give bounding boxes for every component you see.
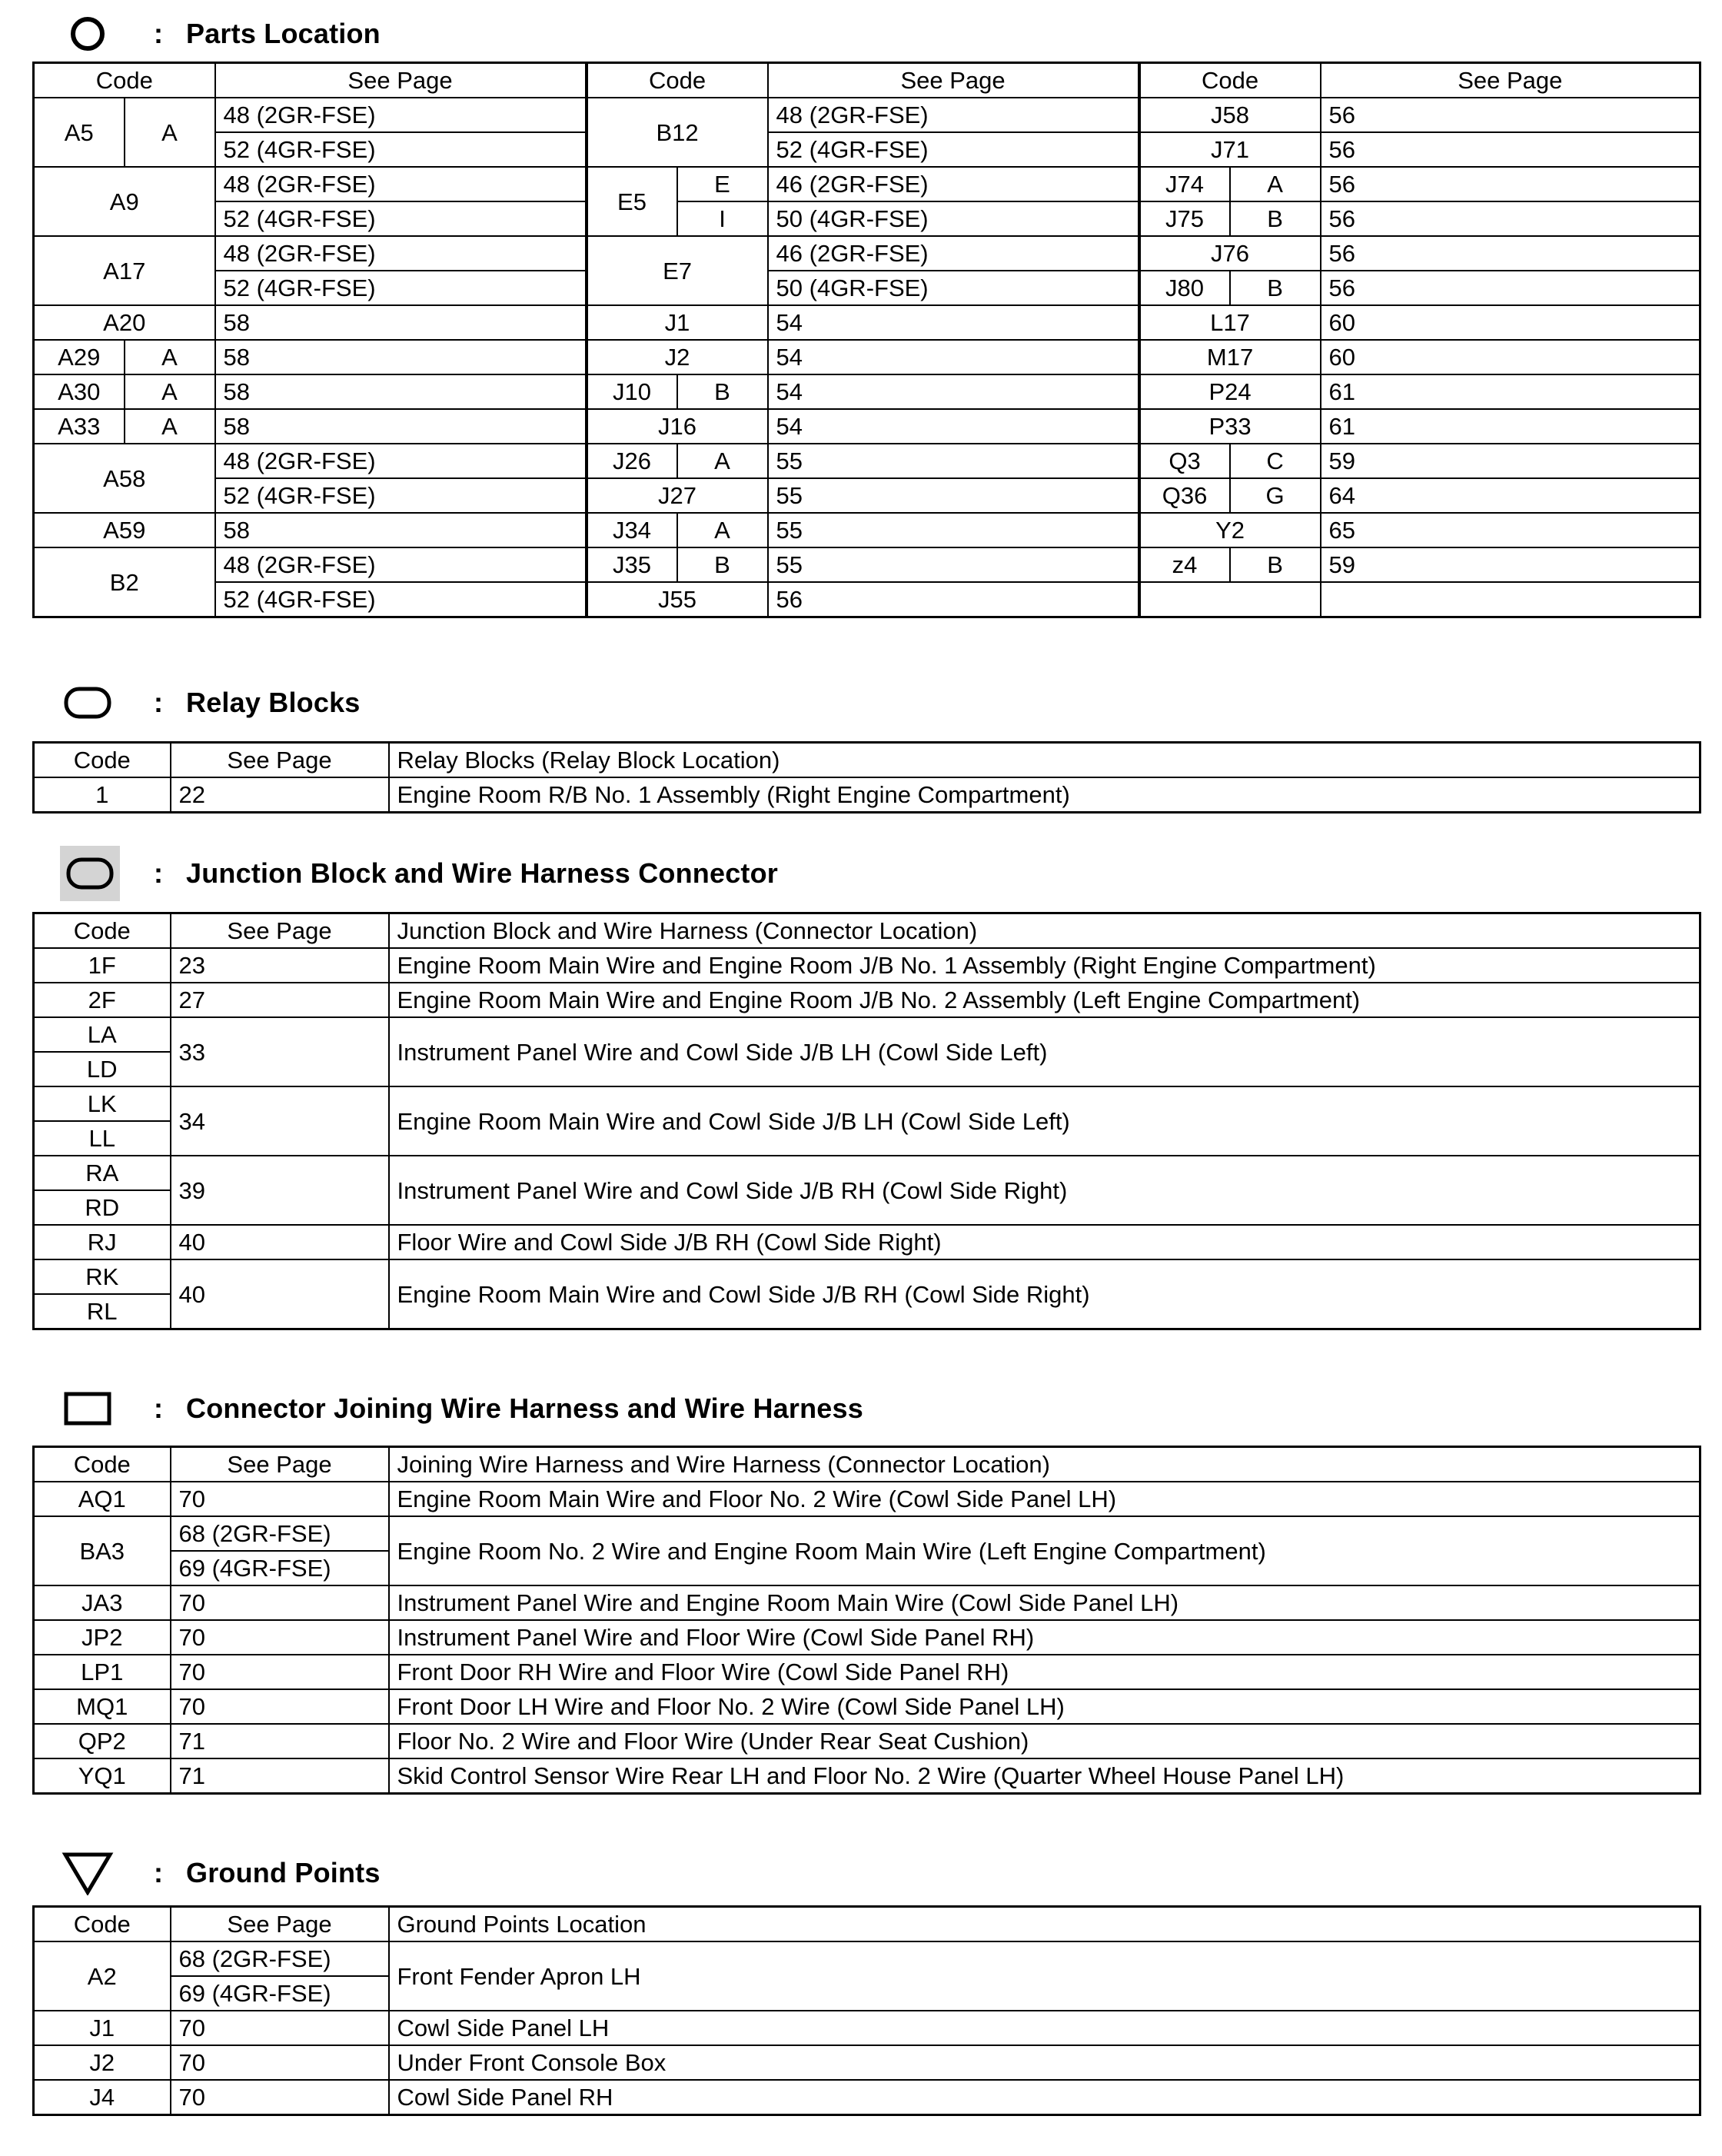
- code-cell: A2: [34, 1941, 171, 2011]
- code-cell: B12: [587, 98, 768, 167]
- page-cell: 56: [768, 582, 1139, 617]
- code-cell: RJ: [34, 1225, 171, 1259]
- header-row: [34, 1447, 1700, 1482]
- code-cell: J2: [587, 340, 768, 374]
- code-cell: J16: [587, 409, 768, 444]
- description-cell: Front Door LH Wire and Floor No. 2 Wire (Cowl Side Panel LH): [389, 1689, 1700, 1724]
- code-cell: LD: [34, 1052, 171, 1086]
- code-cell: J4: [34, 2080, 171, 2115]
- page-cell: 70: [171, 2011, 389, 2045]
- page-cell: 40: [171, 1225, 389, 1259]
- see-page-header: See Page: [215, 63, 587, 98]
- heading-colon: :: [154, 18, 163, 49]
- page-cell: 52 (4GR-FSE): [215, 201, 587, 236]
- code-cell: 1: [34, 777, 171, 813]
- code-cell: A9: [34, 167, 215, 236]
- page-cell: 56: [1321, 167, 1700, 201]
- description-cell: Engine Room Main Wire and Cowl Side J/B RH (Cowl Side Right): [389, 1259, 1700, 1329]
- table-row: [34, 444, 1700, 478]
- rectangle-icon: [60, 1386, 115, 1432]
- page-cell: 58: [215, 340, 587, 374]
- heading-colon: :: [154, 1392, 163, 1424]
- table-row: [34, 582, 1700, 617]
- heading-colon: :: [154, 687, 163, 718]
- page-cell: 52 (4GR-FSE): [215, 582, 587, 617]
- page-cell: 48 (2GR-FSE): [215, 98, 587, 132]
- code-header: Code: [34, 63, 215, 98]
- code-cell: LK: [34, 1086, 171, 1121]
- sub-code-cell: B: [1230, 271, 1321, 305]
- parts-location-heading: [60, 11, 381, 57]
- page-cell: 59: [1321, 547, 1700, 582]
- page-cell: 39: [171, 1156, 389, 1225]
- table-row: [34, 1655, 1700, 1689]
- code-cell: J75: [1139, 201, 1230, 236]
- table-row: [34, 1482, 1700, 1516]
- table-row: [34, 1017, 1700, 1052]
- code-cell: L17: [1139, 305, 1321, 340]
- page-cell: 54: [768, 409, 1139, 444]
- relay-blocks-table: [32, 741, 1701, 813]
- table-row: [34, 1758, 1700, 1794]
- code-cell: P33: [1139, 409, 1321, 444]
- table-row: [34, 201, 1700, 236]
- page-cell: 55: [768, 444, 1139, 478]
- header-row: [34, 913, 1700, 949]
- code-cell: J76: [1139, 236, 1321, 271]
- table-row: [34, 374, 1700, 409]
- page-cell: 52 (4GR-FSE): [215, 271, 587, 305]
- ground-points-table: [32, 1905, 1701, 2116]
- code-cell: RA: [34, 1156, 171, 1190]
- description-cell: Instrument Panel Wire and Cowl Side J/B LH (Cowl Side Left): [389, 1017, 1700, 1086]
- page-cell: 70: [171, 2080, 389, 2115]
- code-cell: QP2: [34, 1724, 171, 1758]
- code-cell: AQ1: [34, 1482, 171, 1516]
- code-cell: A17: [34, 236, 215, 305]
- code-cell: A59: [34, 513, 215, 547]
- junction-block-table: [32, 912, 1701, 1330]
- description-cell: Instrument Panel Wire and Engine Room Main Wire (Cowl Side Panel LH): [389, 1585, 1700, 1620]
- code-cell: YQ1: [34, 1758, 171, 1794]
- heading-colon: :: [154, 1857, 163, 1888]
- page-cell: 23: [171, 948, 389, 983]
- code-cell: BA3: [34, 1516, 171, 1585]
- table-row: [34, 2011, 1700, 2045]
- page-cell: 48 (2GR-FSE): [215, 167, 587, 201]
- page-cell: 56: [1321, 271, 1700, 305]
- page-cell: 48 (2GR-FSE): [215, 547, 587, 582]
- page-cell: 34: [171, 1086, 389, 1156]
- header-row: [34, 743, 1700, 778]
- description-cell: Front Fender Apron LH: [389, 1941, 1700, 2011]
- table-row: [34, 305, 1700, 340]
- code-cell: A30: [34, 374, 125, 409]
- page-cell: 71: [171, 1724, 389, 1758]
- code-cell: A20: [34, 305, 215, 340]
- code-cell: J55: [587, 582, 768, 617]
- description-cell: Engine Room No. 2 Wire and Engine Room Main Wire (Left Engine Compartment): [389, 1516, 1700, 1585]
- section-title: Parts Location: [186, 18, 381, 49]
- see-page-header: See Page: [171, 743, 389, 778]
- page-cell: 60: [1321, 305, 1700, 340]
- page-cell: 52 (4GR-FSE): [215, 478, 587, 513]
- sub-code-cell: B: [1230, 547, 1321, 582]
- code-cell: J71: [1139, 132, 1321, 167]
- description-cell: Engine Room Main Wire and Cowl Side J/B LH (Cowl Side Left): [389, 1086, 1700, 1156]
- table-row: [34, 1259, 1700, 1294]
- sub-code-cell: C: [1230, 444, 1321, 478]
- page-cell: 40: [171, 1259, 389, 1329]
- table-row: [34, 1156, 1700, 1190]
- page-cell: 58: [215, 513, 587, 547]
- shaded-rounded-rectangle-icon: [60, 846, 120, 901]
- ground-points-heading: [60, 1850, 381, 1896]
- page-cell: 65: [1321, 513, 1700, 547]
- page-cell: 55: [768, 513, 1139, 547]
- page-cell: 61: [1321, 409, 1700, 444]
- table-row: [34, 167, 1700, 201]
- page-cell: 59: [1321, 444, 1700, 478]
- connector-joining-table: [32, 1446, 1701, 1795]
- description-cell: Skid Control Sensor Wire Rear LH and Floor No. 2 Wire (Quarter Wheel House Panel LH): [389, 1758, 1700, 1794]
- page-cell: 69 (4GR-FSE): [171, 1551, 389, 1585]
- description-header: Junction Block and Wire Harness (Connector Location): [389, 913, 1700, 949]
- page-cell: 27: [171, 983, 389, 1017]
- sub-code-cell: E: [677, 167, 768, 201]
- description-cell: Instrument Panel Wire and Cowl Side J/B RH (Cowl Side Right): [389, 1156, 1700, 1225]
- see-page-header: See Page: [1321, 63, 1700, 98]
- table-row: [34, 1941, 1700, 1976]
- table-row: [34, 236, 1700, 271]
- code-header: Code: [34, 913, 171, 949]
- description-cell: Engine Room Main Wire and Engine Room J/B No. 1 Assembly (Right Engine Compartment): [389, 948, 1700, 983]
- description-cell: Floor No. 2 Wire and Floor Wire (Under Rear Seat Cushion): [389, 1724, 1700, 1758]
- description-header: Joining Wire Harness and Wire Harness (Connector Location): [389, 1447, 1700, 1482]
- code-cell: A5: [34, 98, 125, 167]
- code-cell: J80: [1139, 271, 1230, 305]
- empty-cell: [1139, 582, 1321, 617]
- page-cell: 48 (2GR-FSE): [215, 444, 587, 478]
- code-cell: LL: [34, 1121, 171, 1156]
- code-cell: E7: [587, 236, 768, 305]
- table-row: [34, 1225, 1700, 1259]
- circle-icon: [60, 11, 115, 57]
- code-cell: J27: [587, 478, 768, 513]
- code-cell: P24: [1139, 374, 1321, 409]
- table-row: [34, 1086, 1700, 1121]
- page-cell: 22: [171, 777, 389, 813]
- code-cell: RL: [34, 1294, 171, 1329]
- section-title: Relay Blocks: [186, 687, 361, 718]
- table-row: [34, 340, 1700, 374]
- header-row: [34, 1907, 1700, 1942]
- page-cell: 61: [1321, 374, 1700, 409]
- code-cell: J34: [587, 513, 677, 547]
- table-row: [34, 2080, 1700, 2115]
- page-cell: 68 (2GR-FSE): [171, 1516, 389, 1551]
- code-header: Code: [34, 743, 171, 778]
- page-cell: 52 (4GR-FSE): [215, 132, 587, 167]
- sub-code-cell: B: [677, 547, 768, 582]
- table-row: [34, 948, 1700, 983]
- code-header: Code: [1139, 63, 1321, 98]
- code-cell: RK: [34, 1259, 171, 1294]
- rounded-rectangle-icon: [60, 680, 115, 726]
- code-cell: J2: [34, 2045, 171, 2080]
- description-cell: Engine Room Main Wire and Engine Room J/B No. 2 Assembly (Left Engine Compartment): [389, 983, 1700, 1017]
- sub-code-cell: A: [1230, 167, 1321, 201]
- code-cell: 1F: [34, 948, 171, 983]
- description-cell: Floor Wire and Cowl Side J/B RH (Cowl Side Right): [389, 1225, 1700, 1259]
- code-cell: J1: [34, 2011, 171, 2045]
- table-row: [34, 1724, 1700, 1758]
- page-cell: 46 (2GR-FSE): [768, 236, 1139, 271]
- code-cell: E5: [587, 167, 677, 236]
- junction-block-heading: [60, 850, 778, 897]
- see-page-header: See Page: [171, 1447, 389, 1482]
- code-header: Code: [587, 63, 768, 98]
- description-header: Relay Blocks (Relay Block Location): [389, 743, 1700, 778]
- code-cell: Q3: [1139, 444, 1230, 478]
- page-cell: 70: [171, 2045, 389, 2080]
- page-cell: 56: [1321, 132, 1700, 167]
- page-cell: 33: [171, 1017, 389, 1086]
- relay-blocks-heading: [60, 680, 361, 726]
- page-cell: 46 (2GR-FSE): [768, 167, 1139, 201]
- code-cell: A58: [34, 444, 215, 513]
- sub-code-cell: A: [677, 513, 768, 547]
- see-page-header: See Page: [768, 63, 1139, 98]
- page-cell: 55: [768, 547, 1139, 582]
- description-cell: Cowl Side Panel RH: [389, 2080, 1700, 2115]
- description-cell: Engine Room Main Wire and Floor No. 2 Wire (Cowl Side Panel LH): [389, 1482, 1700, 1516]
- table-row: [34, 271, 1700, 305]
- table-row: [34, 478, 1700, 513]
- page-cell: 71: [171, 1758, 389, 1794]
- code-cell: RD: [34, 1190, 171, 1225]
- description-cell: Instrument Panel Wire and Floor Wire (Cowl Side Panel RH): [389, 1620, 1700, 1655]
- page-cell: 55: [768, 478, 1139, 513]
- page-cell: 56: [1321, 98, 1700, 132]
- sub-code-cell: A: [125, 409, 215, 444]
- code-cell: B2: [34, 547, 215, 617]
- page-cell: 64: [1321, 478, 1700, 513]
- description-cell: Cowl Side Panel LH: [389, 2011, 1700, 2045]
- triangle-down-icon: [60, 1850, 115, 1896]
- see-page-header: See Page: [171, 1907, 389, 1942]
- page-cell: 54: [768, 305, 1139, 340]
- code-cell: LA: [34, 1017, 171, 1052]
- section-title: Ground Points: [186, 1857, 381, 1888]
- page-cell: 56: [1321, 201, 1700, 236]
- connector-joining-heading: [60, 1386, 863, 1432]
- code-cell: MQ1: [34, 1689, 171, 1724]
- sub-code-cell: I: [677, 201, 768, 236]
- see-page-header: See Page: [171, 913, 389, 949]
- page-cell: 58: [215, 374, 587, 409]
- table-row: [34, 409, 1700, 444]
- page-cell: 60: [1321, 340, 1700, 374]
- page-cell: 70: [171, 1620, 389, 1655]
- code-cell: Q36: [1139, 478, 1230, 513]
- code-cell: J26: [587, 444, 677, 478]
- description-cell: Under Front Console Box: [389, 2045, 1700, 2080]
- table-row: [34, 547, 1700, 582]
- code-cell: A33: [34, 409, 125, 444]
- parts-location-table: [32, 62, 1701, 618]
- page-cell: 58: [215, 409, 587, 444]
- table-row: [34, 132, 1700, 167]
- code-header: Code: [34, 1447, 171, 1482]
- sub-code-cell: A: [125, 374, 215, 409]
- sub-code-cell: A: [125, 340, 215, 374]
- page-cell: 54: [768, 374, 1139, 409]
- page-cell: 70: [171, 1585, 389, 1620]
- section-title: Junction Block and Wire Harness Connector: [186, 857, 779, 889]
- sub-code-cell: G: [1230, 478, 1321, 513]
- page-cell: 54: [768, 340, 1139, 374]
- table-row: [34, 1585, 1700, 1620]
- code-cell: J10: [587, 374, 677, 409]
- header-row: [34, 63, 1700, 98]
- code-cell: JA3: [34, 1585, 171, 1620]
- page-cell: 50 (4GR-FSE): [768, 271, 1139, 305]
- description-header: Ground Points Location: [389, 1907, 1700, 1942]
- table-row: [34, 98, 1700, 132]
- section-title: Connector Joining Wire Harness and Wire Harness: [186, 1392, 863, 1424]
- heading-colon: :: [154, 857, 163, 889]
- sub-code-cell: A: [677, 444, 768, 478]
- code-cell: J1: [587, 305, 768, 340]
- sub-code-cell: B: [677, 374, 768, 409]
- code-cell: J74: [1139, 167, 1230, 201]
- code-cell: z4: [1139, 547, 1230, 582]
- code-cell: A29: [34, 340, 125, 374]
- page-cell: 52 (4GR-FSE): [768, 132, 1139, 167]
- code-cell: Y2: [1139, 513, 1321, 547]
- sub-code-cell: B: [1230, 201, 1321, 236]
- table-row: [34, 1620, 1700, 1655]
- page-cell: 58: [215, 305, 587, 340]
- description-cell: Engine Room R/B No. 1 Assembly (Right Engine Compartment): [389, 777, 1700, 813]
- table-row: [34, 513, 1700, 547]
- sub-code-cell: A: [125, 98, 215, 167]
- code-cell: JP2: [34, 1620, 171, 1655]
- page-cell: 68 (2GR-FSE): [171, 1941, 389, 1976]
- description-cell: Front Door RH Wire and Floor Wire (Cowl Side Panel RH): [389, 1655, 1700, 1689]
- page-cell: 56: [1321, 236, 1700, 271]
- code-cell: M17: [1139, 340, 1321, 374]
- code-cell: 2F: [34, 983, 171, 1017]
- page-cell: 70: [171, 1655, 389, 1689]
- table-row: [34, 983, 1700, 1017]
- page-cell: 70: [171, 1689, 389, 1724]
- page-cell: 70: [171, 1482, 389, 1516]
- page-cell: 48 (2GR-FSE): [215, 236, 587, 271]
- table-row: [34, 777, 1700, 813]
- code-header: Code: [34, 1907, 171, 1942]
- table-row: [34, 1516, 1700, 1551]
- page-cell: 50 (4GR-FSE): [768, 201, 1139, 236]
- code-cell: J35: [587, 547, 677, 582]
- table-row: [34, 2045, 1700, 2080]
- page-cell: 69 (4GR-FSE): [171, 1976, 389, 2011]
- empty-cell: [1321, 582, 1700, 617]
- code-cell: J58: [1139, 98, 1321, 132]
- table-row: [34, 1689, 1700, 1724]
- page-cell: 48 (2GR-FSE): [768, 98, 1139, 132]
- code-cell: LP1: [34, 1655, 171, 1689]
